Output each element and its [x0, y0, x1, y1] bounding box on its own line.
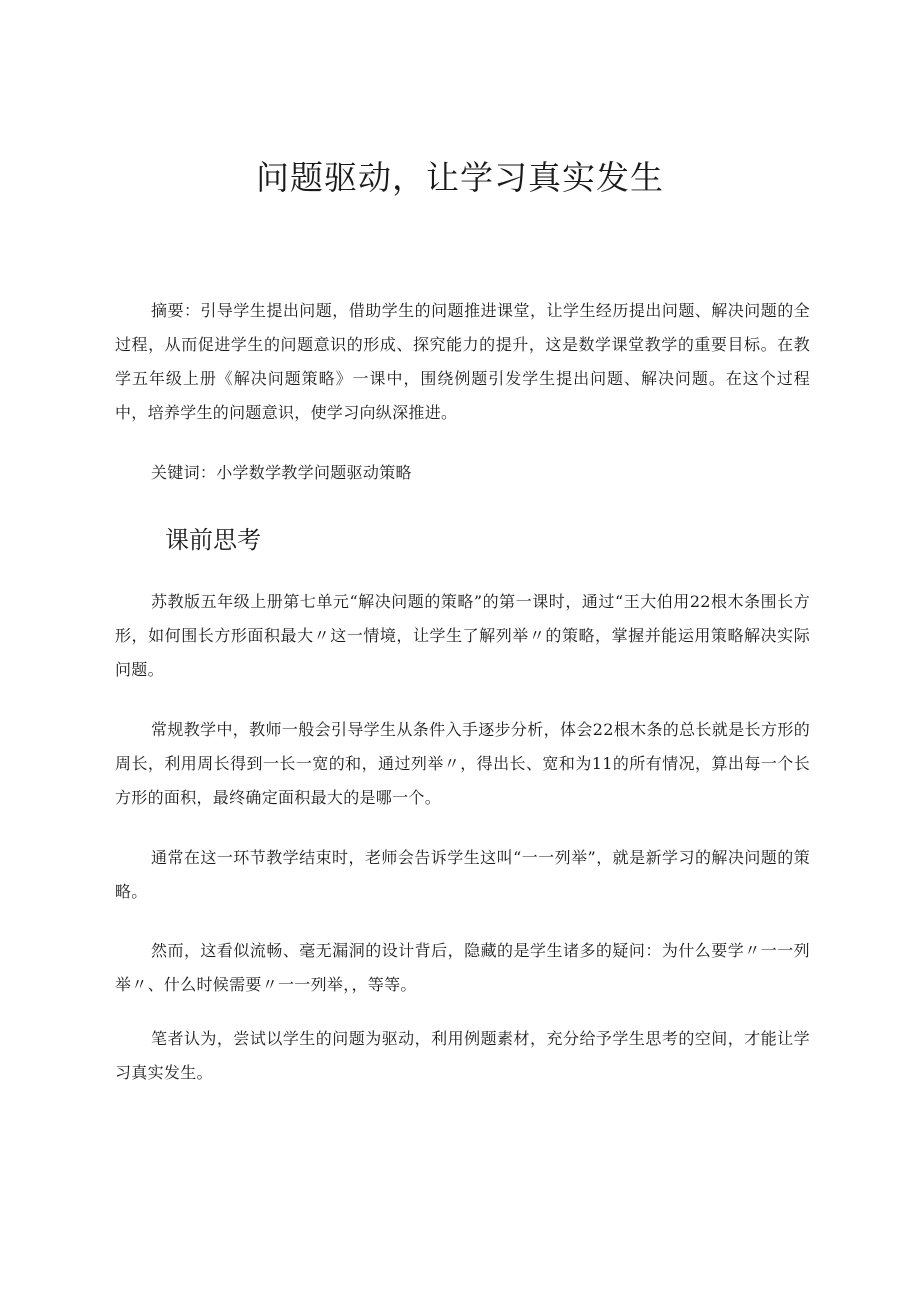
section-heading: 课前思考	[165, 526, 261, 554]
body-paragraph: 笔者认为，尝试以学生的问题为驱动，利用例题素材，充分给予学生思考的空间，才能让学习真实发生。	[115, 1029, 810, 1082]
document-title: 问题驱动，让学习真实发生	[256, 158, 664, 197]
body-paragraph: 苏教版五年级上册第七单元“解决问题的策略”的第一课时，通过“王大伯用22根木条围长方形，如何围长方形面积最大〃这一情境，让学生了解列举〃的策略，掌握并能运用策略解决实际问题。	[115, 592, 810, 679]
body-paragraph: 常规教学中，教师一般会引导学生从条件入手逐步分析，体会22根木条的总长就是长方形的周长，利用周长得到一长一宽的和，通过列举〃，得出长、宽和为11的所有情况，算出每一个长方形的面积，最终确定面积最大的是哪一个。	[115, 720, 810, 807]
body-paragraph: 然而，这看似流畅、毫无漏洞的设计背后，隐藏的是学生诸多的疑问：为什么要学〃一一列举〃、什么时候需要〃一一列举，，等等。	[115, 941, 810, 994]
keywords-line: 关键词：小学数学教学问题驱动策略	[151, 463, 412, 482]
body-paragraph: 通常在这一环节教学结束时，老师会告诉学生这叫“一一列举”，就是新学习的解决问题的策略。	[115, 848, 810, 901]
abstract-paragraph: 摘要：引导学生提出问题，借助学生的问题推进课堂，让学生经历提出问题、解决问题的全过程，从而促进学生的问题意识的形成、探究能力的提升，这是数学课堂教学的重要目标。在教学五年级上册《解决问题策略》一课中，围绕例题引发学生提出问题、解决问题。在这个过程中，培养学生的问题意识，使学习向纵深推进。	[115, 301, 810, 422]
